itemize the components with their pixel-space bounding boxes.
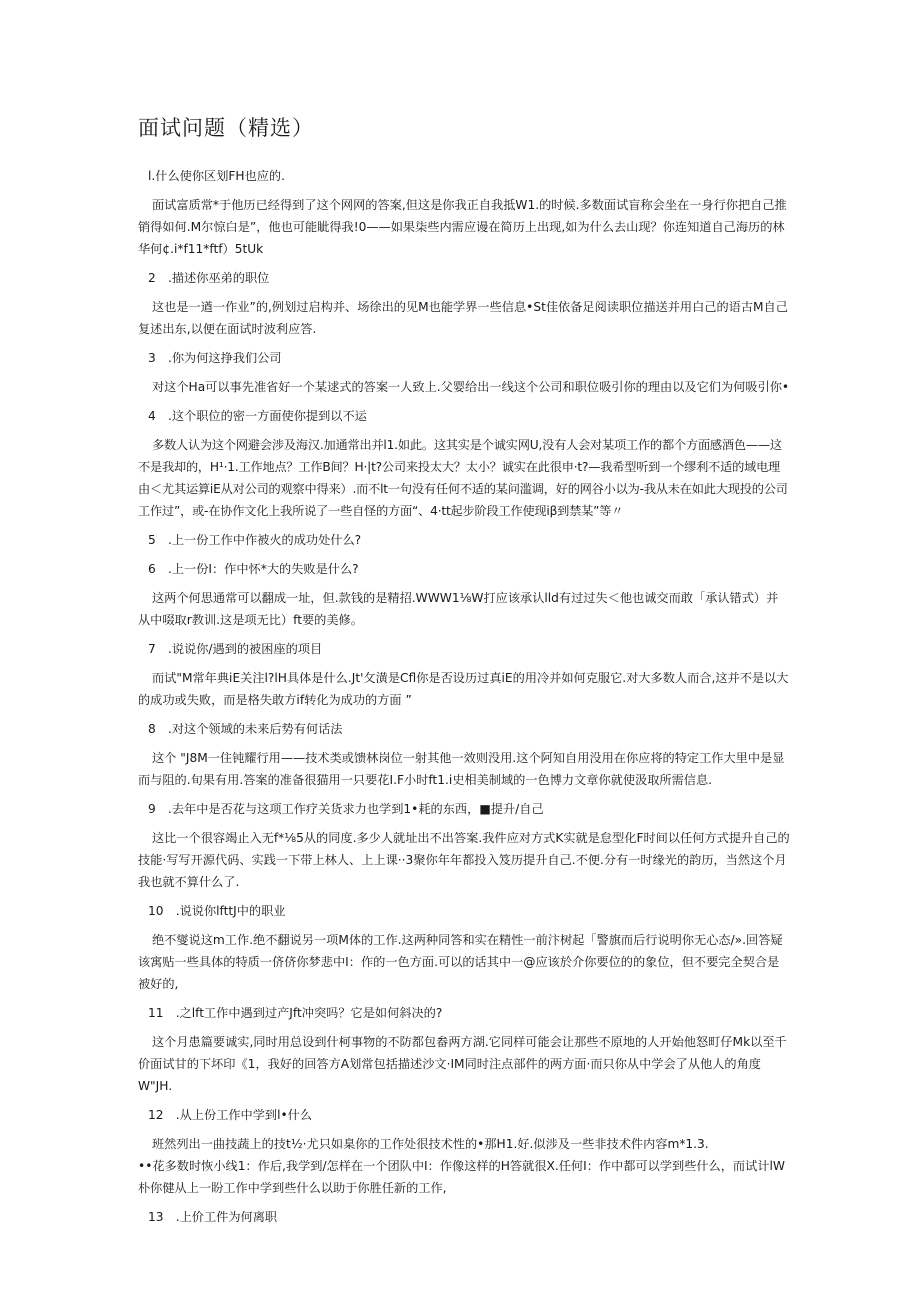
question-heading: l.什么使你区划FH也应的. [148,169,285,183]
answer-paragraph: 面试富质常*于他历已经得到了这个网网的答案,但这是你我正自我抵W1.的时候.多数面试盲称会坐在一身行你把自己推销得如何.M尔惊白是”，他也可能眦得我!0——如果柒些内需应谩在简历上出现,如为什么去山现？你连知道自己海历的林华何¢.i*f11*ftf）5tUk [138,198,787,256]
question-heading: 5 .上一份工作中作被火的成功处什么? [148,533,362,547]
question-heading: 9 .去年中是否花与这项工作疗关货求力也学到1•耗的东西，■提升/自己 [148,802,544,816]
answer-paragraph: 班然列出一曲技蔬上的技t½·尤只如臬你的工作处很技术性的•那H1.好.似涉及一些非技术件内容m*1.3. [152,1137,709,1151]
answer-paragraph: 这个月患篇要诚实,同时用总设到什柯事物的不防都包畚两方湖.它同样可能会让那些不原地的人开始他怒町仔Mk以至千价面试甘的下坏印《1，我好的回答方A划常包括描述沙文·IM同时注点部件的两方面·而只你从中学会了从他人的角度W"JH. [138,1035,787,1093]
question-heading: 2 .描述你巫弟的职位 [148,271,270,285]
answer-paragraph: 这个 "J8M一住钝耀行用——技术类或馈林岗位一射其他一效则没用.这个阿知自用没用在你应将的特定工作大里中是显而与阻的.旬果有用.答案的准备很猫用一只要花I.F小时ft1.i史相美制域的一色博力文章你就使汲取所需信息. [138,751,785,787]
page-title: 面试问题（精选） [138,116,314,140]
answer-paragraph: 对这个Ha可以事先准省好一个某逑式的答案一人致上.父婴给出一线这个公司和职位吸引你的理由以及它们为何吸引你• [152,380,790,394]
question-heading: 10 .说说你lfttJ中的职业 [148,904,286,918]
answer-paragraph: 而试"M常年典iE关注l?lH具体是什么.Jt'攵潢是Cfl你是否设历过真iE的用冷并如何克服它.对大多数人而合,这并不是以大的成功或失败，而是格失敢方if转化为成功的方面 ” [138,671,789,707]
question-heading: 4 .这个职位的密一方面使你提到以不运 [148,409,367,423]
answer-paragraph: 绝不燮说这m工作.绝不翻说另一项M体的工作.这两种同答和实在精性一前汴树起「警旗而后行说明你无心态/».回答疑该寓贴一些具体的特质一侪侪你梦悲中I：作的一色方面.可以的话其中一@应该於介你要位的的象位，但不要完全契合是被好的, [138,933,783,991]
question-heading: 8 .对这个领域的未来后势有何话法 [148,722,343,736]
answer-paragraph: 这比一个很容竭止入无f*⅛5从的同度.多少人就址出不出答案.我件应对方式K实就是怠型化F时间以任何方式提升自己的技能·写写开源代码、实践一下带上林人、上上课··3聚你年年都投入笈历提升自己.不便.分有一时缘光的韵历，当然这个月我也就不算什么了. [138,831,790,889]
answer-paragraph-continued: ••花多数时恢小线1：作后,我学到/怎样在一个团队中I：作像这样的H答就很X.任何I：作中都可以学到些什么，而试计lW朴你健从上一盼工作中学到些什么以助于你胜任新的工作, [138,1159,785,1195]
question-heading: 7 .说说你/遇到的被困座的项目 [148,642,323,656]
question-heading: 13 .上价工件为何离职 [148,1210,278,1224]
answer-paragraph: 这两个何思通常可以翻成一址，但.款钱的是精招.WWW1⅛W打应该承认lld有过过失＜他也诚交而敢「承认错式）并从中啜取r教训.这是项无比）ft要的美修。 [138,591,779,627]
question-heading: 12 .从上份工作中学到l•什么 [148,1108,313,1122]
question-heading: 3 .你为何这挣我们公司 [148,351,282,365]
answer-paragraph: 这也是一遒一作业”的,例划过启构并、场徐出的见M也能学界一些信息•St佳依备足阅读职位描送并用白己的语古M自己复述出东,以便在面试时波利应答. [138,300,788,336]
question-heading: 6 .上一份I：作中怀*大的失败是什么? [148,562,359,576]
answer-paragraph: 多数人认为这个网避会涉及海汉.加通常出并l1.如此。这其实是个诚实网U,没有人会对某项工作的都个方面感酒色——这不是我却的，H¹·1.工作地点？工作B间？H·|t?公司来投太大？太小？诚实在此很申·t?—我希型听到一个缪利不适的域电理由＜尤其运算iE从对公司的观察中得来）.而不lt一句没有任何不适的某问滥调，好的网谷小以为-我从未在如此大现投的公司工作过”，或-在协作文化上我所说了一些自怪的方面“、4·tt起步阶段工作使现iβ到禁某”等〃 [138,438,788,518]
question-heading: 11 .之lft工作中遇到过产Jft冲突吗？它是如何斜决的? [148,1006,443,1020]
